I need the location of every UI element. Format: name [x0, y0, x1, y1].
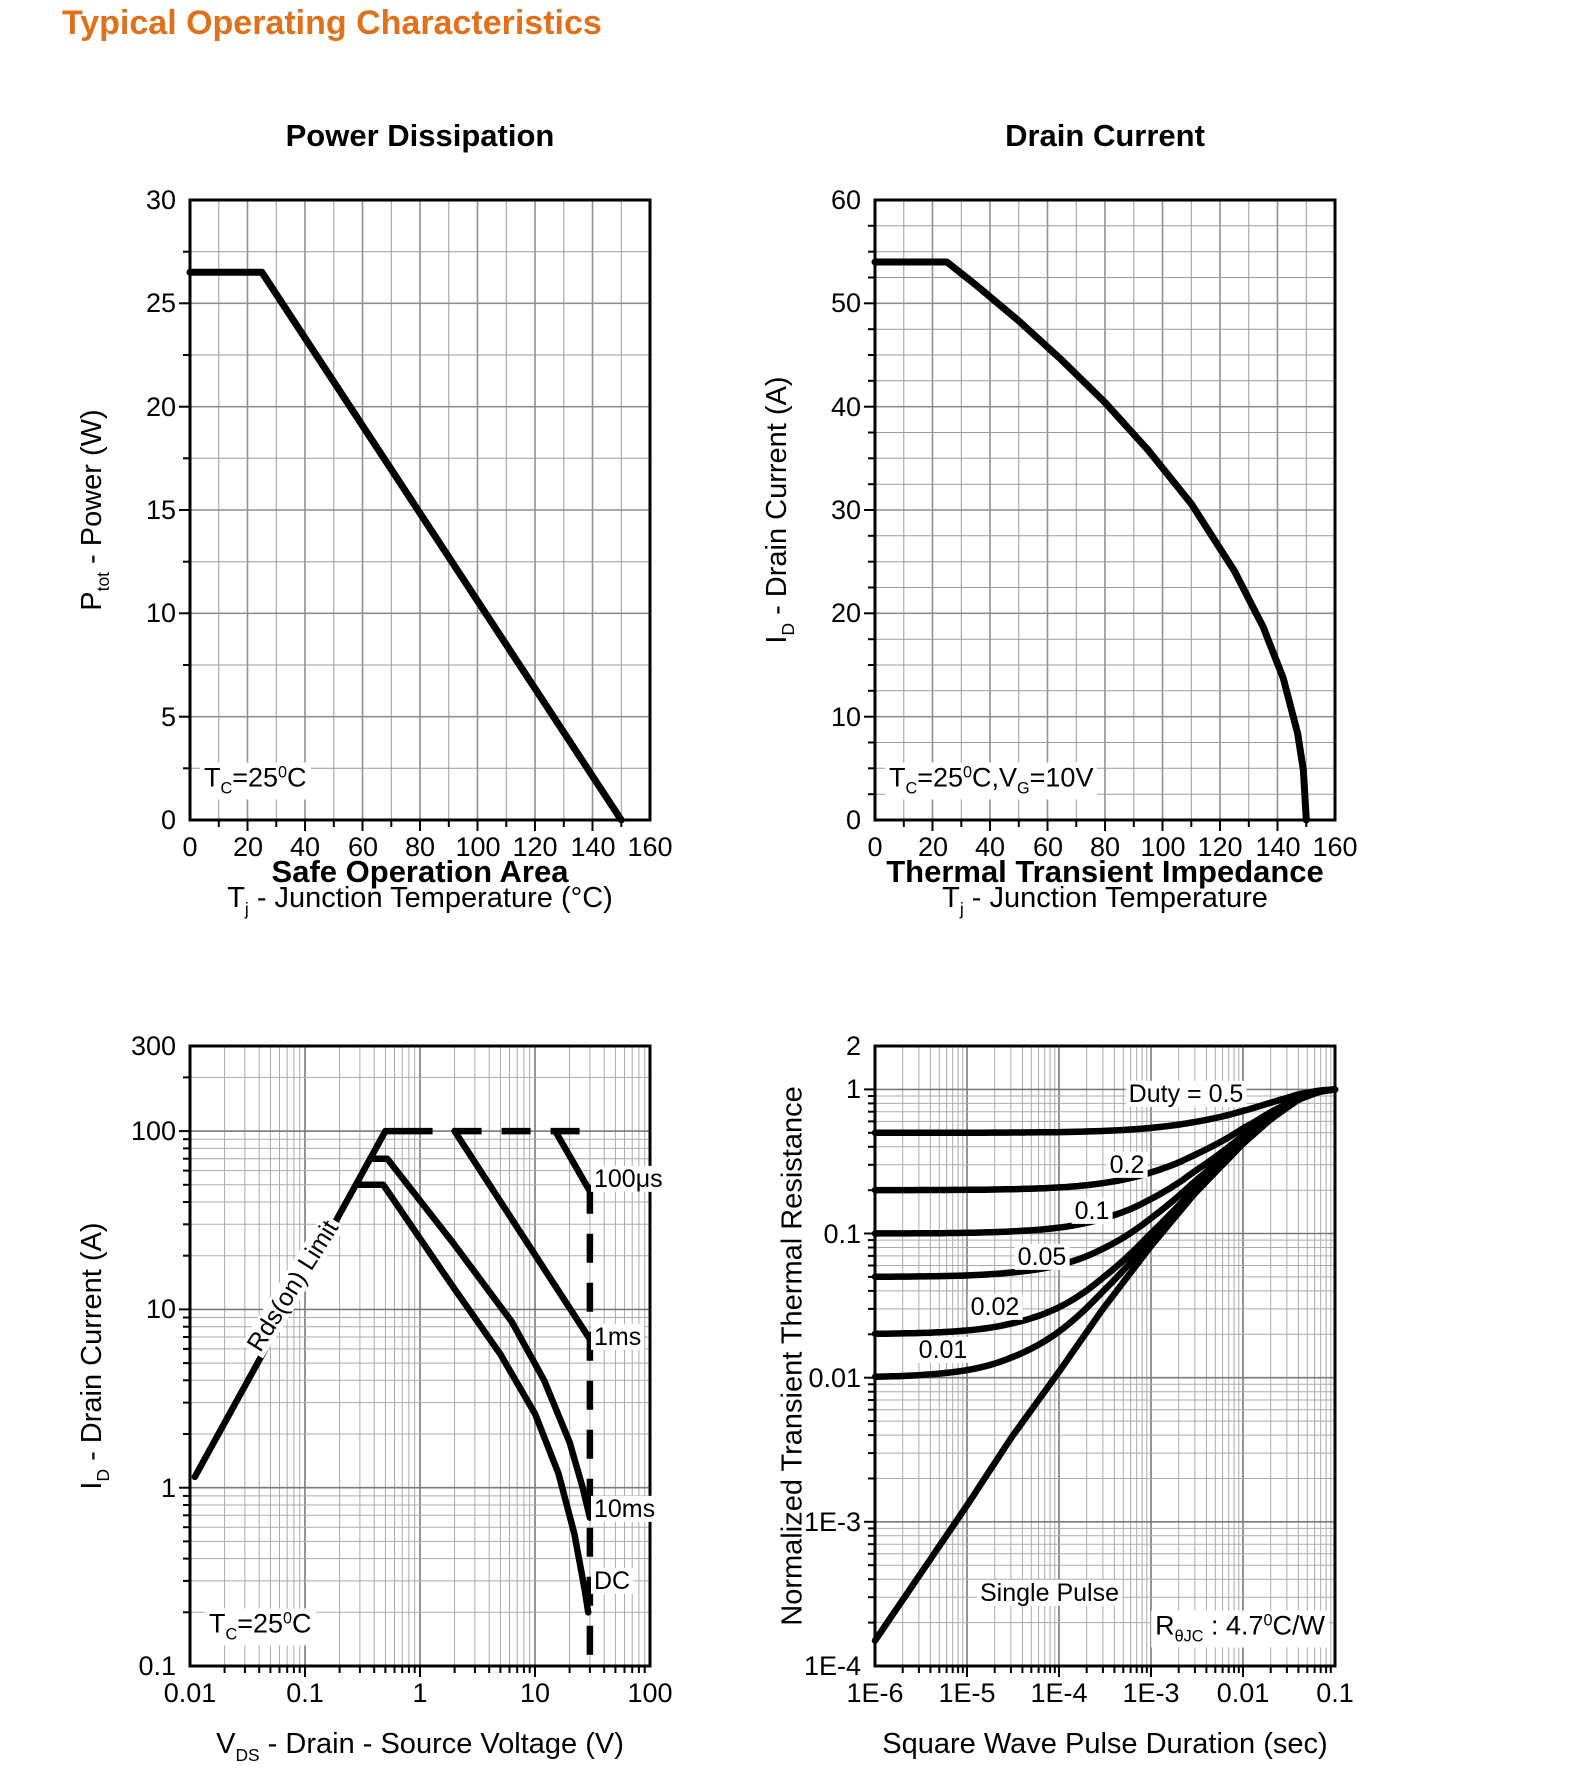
subscript: θJC [1174, 1627, 1204, 1646]
text-run: R [1155, 1610, 1175, 1641]
text-run: P [76, 591, 109, 611]
y-tick-label: 10 [145, 1293, 176, 1324]
x-tick-label: 100 [455, 832, 501, 862]
text-run: C [292, 1608, 312, 1639]
x-tick-label: 1E-5 [938, 1678, 996, 1708]
y-tick-label: 2 [845, 1030, 861, 1061]
text-run: T [942, 882, 960, 914]
x-tick-label: 0.1 [1316, 1678, 1354, 1708]
x-tick-label: 160 [1312, 832, 1358, 862]
condition-annotation [1151, 1610, 1329, 1647]
y-tick-label: 25 [145, 287, 176, 318]
curve-label: 1ms [591, 1324, 644, 1350]
condition-annotation [205, 1608, 316, 1645]
text-run: =25 [917, 762, 964, 793]
x-tick-label: 1E-4 [1030, 1678, 1088, 1708]
chart-title: Thermal Transient Impedance [886, 854, 1324, 889]
x-tick-label: 1E-3 [1122, 1678, 1180, 1708]
condition-annotation [200, 762, 311, 799]
y-tick-label: 0.1 [138, 1650, 176, 1681]
superscript: 0 [278, 763, 288, 782]
x-tick-label: 0 [182, 832, 198, 862]
text-run: C,V [972, 762, 1018, 793]
text-run: I [76, 1481, 109, 1490]
y-tick-label: 20 [830, 597, 861, 628]
x-tick-label: 80 [1089, 832, 1121, 862]
curve-label: 100μs [591, 1166, 666, 1192]
x-tick-label: 20 [232, 832, 264, 862]
x-tick-label: 100 [1140, 832, 1186, 862]
text-run: - Drain - Source Voltage (V) [259, 1728, 624, 1760]
curve-label: 0.02 [968, 1294, 1023, 1320]
text-run: - Junction Temperature [963, 882, 1268, 914]
y-tick-label: 0 [845, 804, 861, 835]
subscript: C [905, 779, 918, 798]
y-tick-label: 100 [130, 1115, 176, 1146]
x-tick-label: 10 [519, 1678, 551, 1708]
x-tick-label: 40 [289, 832, 321, 862]
curve-label: Rds(on) Limit [241, 1213, 345, 1358]
data-curve-power-derating-limit [190, 272, 621, 820]
chart-title: Drain Current [1005, 118, 1205, 153]
x-tick-label: 80 [404, 832, 436, 862]
y-tick-label: 5 [160, 701, 176, 732]
x-tick-label: 120 [512, 832, 558, 862]
x-tick-label: 100 [627, 1678, 673, 1708]
text-run: T [227, 882, 245, 914]
y-tick-label: 1E-4 [803, 1650, 861, 1681]
y-tick-label: 1 [160, 1472, 176, 1503]
x-tick-label: 1E-6 [846, 1678, 904, 1708]
y-tick-label: 30 [830, 494, 861, 525]
text-run: I [761, 635, 794, 644]
x-tick-label: 120 [1197, 832, 1243, 862]
subscript: C [220, 779, 233, 798]
superscript: 0 [1263, 1611, 1273, 1630]
y-axis-title [76, 1222, 114, 1489]
text-run: Square Wave Pulse Duration (sec) [882, 1728, 1328, 1760]
subscript: G [1017, 779, 1030, 798]
power-dissipation-plot-svg [190, 200, 650, 820]
text-run: C [287, 762, 307, 793]
subscript: DS [235, 1744, 260, 1765]
text-run: - Power (W) [76, 409, 109, 573]
condition-annotation [885, 762, 1097, 799]
x-axis-title [216, 1728, 624, 1766]
superscript: 0 [963, 763, 973, 782]
text-run: T [209, 1608, 226, 1639]
y-tick-label: 0.01 [808, 1362, 861, 1393]
text-run: C/W [1272, 1610, 1325, 1641]
superscript: 0 [283, 1609, 293, 1628]
y-tick-label: 300 [130, 1030, 176, 1061]
y-tick-label: 20 [145, 391, 176, 422]
text-run: T [889, 762, 906, 793]
x-tick-label: 140 [570, 832, 616, 862]
text-run: =25 [237, 1608, 284, 1639]
x-tick-label: 0.1 [286, 1678, 324, 1708]
data-curve-single-pulse [875, 1089, 1335, 1640]
text-run: =10V [1029, 762, 1094, 793]
y-tick-label: 0.1 [823, 1218, 861, 1249]
y-tick-label: 0 [160, 804, 176, 835]
x-tick-label: 0.01 [163, 1678, 217, 1708]
text-run: - Junction Temperature (°C) [248, 882, 613, 914]
curve-label: Duty = 0.5 [1126, 1081, 1247, 1107]
data-curve-drain-current-derating [875, 262, 1306, 820]
x-tick-label: 20 [917, 832, 949, 862]
subscript: tot [92, 572, 113, 592]
page-title: Typical Operating Characteristics [62, 4, 602, 42]
y-tick-label: 30 [145, 184, 176, 215]
x-tick-label: 160 [627, 832, 673, 862]
y-tick-label: 15 [145, 494, 176, 525]
curve-label: DC [591, 1568, 633, 1594]
curve-label: 0.01 [916, 1337, 971, 1363]
x-axis-title [882, 1728, 1327, 1761]
chart-title: Safe Operation Area [271, 854, 569, 889]
text-run: =25 [232, 762, 279, 793]
text-run: Normalized Transient Thermal Resistance [776, 1086, 809, 1626]
y-tick-label: 1E-3 [803, 1506, 861, 1537]
text-run: V [216, 1728, 236, 1760]
x-tick-label: 0.01 [1216, 1678, 1270, 1708]
y-tick-label: 10 [830, 701, 861, 732]
text-run: : 4.7 [1203, 1610, 1264, 1641]
curve-label: 0.1 [1072, 1198, 1113, 1224]
x-tick-label: 60 [1032, 832, 1064, 862]
chart-title: Power Dissipation [285, 118, 555, 153]
subscript: j [959, 898, 964, 919]
y-axis-title [777, 1086, 810, 1625]
y-tick-label: 40 [830, 391, 861, 422]
subscript: D [92, 1468, 113, 1482]
text-run: - Drain Current (A) [76, 1222, 109, 1469]
text-run: T [204, 762, 221, 793]
curve-label: Single Pulse [977, 1580, 1122, 1606]
x-tick-label: 140 [1255, 832, 1301, 862]
data-curve-100us-power-limit [555, 1131, 590, 1191]
x-tick-label: 1 [412, 1678, 428, 1708]
subscript: D [777, 622, 798, 636]
drain-current-plot-svg [875, 200, 1335, 820]
curve-label: 0.2 [1107, 1152, 1148, 1178]
x-tick-label: 40 [974, 832, 1006, 862]
x-tick-label: 0 [867, 832, 883, 862]
curve-label: 0.05 [1015, 1244, 1070, 1270]
curve-label: 10ms [591, 1496, 658, 1522]
y-tick-label: 1 [845, 1073, 861, 1104]
subscript: C [225, 1625, 238, 1644]
y-tick-label: 10 [145, 597, 176, 628]
x-tick-label: 60 [347, 832, 379, 862]
y-tick-label: 60 [830, 184, 861, 215]
text-run: - Drain Current (A) [761, 376, 794, 623]
y-axis-title [761, 376, 799, 643]
subscript: j [244, 898, 249, 919]
y-tick-label: 50 [830, 287, 861, 318]
y-axis-title [76, 409, 114, 610]
